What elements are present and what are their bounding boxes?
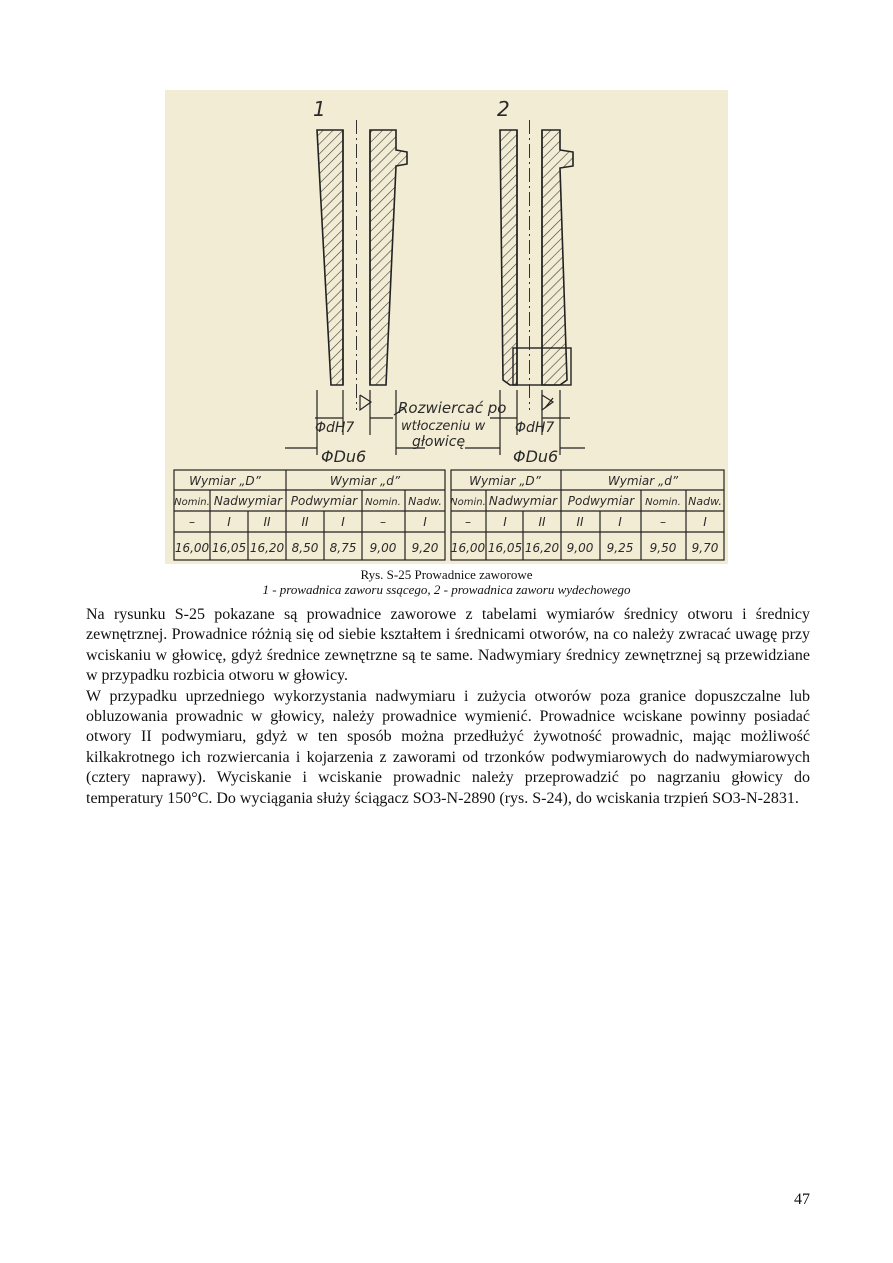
table-left-value: 8,75 <box>329 541 357 555</box>
table-right-value: 9,70 <box>691 541 719 555</box>
guide-2-section <box>500 120 573 410</box>
dim-dH7-right: ΦdH7 <box>515 420 555 436</box>
table-left-grade: II <box>301 515 309 529</box>
table-left-grade: II <box>263 515 271 529</box>
dim-Du6-left: ΦDu6 <box>321 447 367 466</box>
table-right-value: 16,00 <box>450 541 486 555</box>
dim-dH7-left: ΦdH7 <box>315 420 355 436</box>
table-right-value: 9,00 <box>566 541 594 555</box>
note-ream-line1: Rozwiercać po <box>398 399 507 417</box>
table-right-value: 9,50 <box>649 541 677 555</box>
table-left-grade: – <box>189 515 195 529</box>
table-right-group-d: Wymiar „d” <box>607 474 679 488</box>
table-right-h-nomin-d: Nomin. <box>645 497 681 508</box>
table-left-h-podwymiar: Podwymiar <box>290 494 358 508</box>
table-right-grade: II <box>538 515 546 529</box>
table-left-grade: I <box>423 515 427 529</box>
note-ream-line2: wtłoczeniu w <box>401 419 486 434</box>
table-right-group-D: Wymiar „D” <box>469 474 541 488</box>
table-right-value: 16,05 <box>487 541 523 555</box>
guide-1-section <box>317 120 407 410</box>
table-left-grade: I <box>227 515 231 529</box>
table-right-h-nomin: Nomin. <box>450 497 486 508</box>
paragraph: W przypadku uprzedniego wykorzystania nadwymiaru i zużycia otworów poza granice dopuszczalne lub obluzowania prowadnic w głowicy, należy prowadnice wymienić. Prowadnice wciskane powinny posiadać otwory II podwymiaru, gdyż w ten sposób można przedłużyć żywotność prowadnic, mając możliwość kilkakrotnego ich rozwiercania i kojarzenia z zaworami od trzonków podwymiarowych do nadwymiarowych (cztery naprawy). Wyciskanie i wciskanie prowadnic należy przeprowadzić po nagrzaniu głowicy do temperatury 150°C. Do wyciągania służy ściągacz SO3-N-2890 (rys. S-24), do wciskania trzpień SO3-N-2831. <box>86 687 810 807</box>
table-left-value: 16,05 <box>211 541 247 555</box>
table-right-grade: – <box>465 515 471 529</box>
table-left-grade: – <box>380 515 386 529</box>
table-left-value: 16,20 <box>249 541 285 555</box>
figure-caption-title: Rys. S-25 Prowadnice zaworowe <box>360 567 533 582</box>
table-right-h-podwymiar: Podwymiar <box>567 494 635 508</box>
body-text <box>86 605 810 809</box>
table-right-grade: I <box>618 515 622 529</box>
table-left-group-d: Wymiar „d” <box>329 474 401 488</box>
table-left-h-nomin: Nomin. <box>174 497 210 508</box>
table-left-value: 16,00 <box>174 541 210 555</box>
table-left-h-nomin-d: Nomin. <box>365 497 401 508</box>
dim-Du6-right: ΦDu6 <box>513 447 559 466</box>
table-left-value: 9,00 <box>369 541 397 555</box>
table-right-value: 16,20 <box>524 541 560 555</box>
label-guide-1: 1 <box>313 97 326 121</box>
table-left-h-nadw: Nadw. <box>408 495 442 508</box>
note-ream-line3: głowicę <box>412 434 466 450</box>
figure-valve-guides <box>165 90 728 564</box>
table-left-group-D: Wymiar „D” <box>189 474 261 488</box>
table-right-grade: – <box>660 515 666 529</box>
page-number: 47 <box>794 1191 810 1208</box>
table-right-h-nadwymiar: Nadwymiar <box>488 494 558 508</box>
valve-guides-drawing <box>165 90 728 564</box>
figure-caption-subtitle: 1 - prowadnica zaworu ssącego, 2 - prowadnica zaworu wydechowego <box>262 582 631 597</box>
table-right-h-nadw: Nadw. <box>688 495 722 508</box>
label-guide-2: 2 <box>497 97 510 121</box>
table-left-value: 8,50 <box>291 541 319 555</box>
table-right-grade: II <box>576 515 584 529</box>
table-right-grade: I <box>703 515 707 529</box>
table-right-grade: I <box>503 515 507 529</box>
table-right-value: 9,25 <box>606 541 634 555</box>
table-left-h-nadwymiar: Nadwymiar <box>213 494 283 508</box>
table-left-grade: I <box>341 515 345 529</box>
table-left-value: 9,20 <box>411 541 439 555</box>
paragraph: Na rysunku S-25 pokazane są prowadnice zaworowe z tabelami wymiarów średnicy otworu i średnicy zewnętrznej. Prowadnice różnią się od siebie kształtem i średnicami otworów, na co należy zwracać uwagę przy wciskaniu w głowicę, gdyż średnice zewnętrzne są te same. Nadwymiary średnicy zewnętrznej są przewidziane w przypadku rozbicia otworu w głowicy. <box>86 606 810 685</box>
